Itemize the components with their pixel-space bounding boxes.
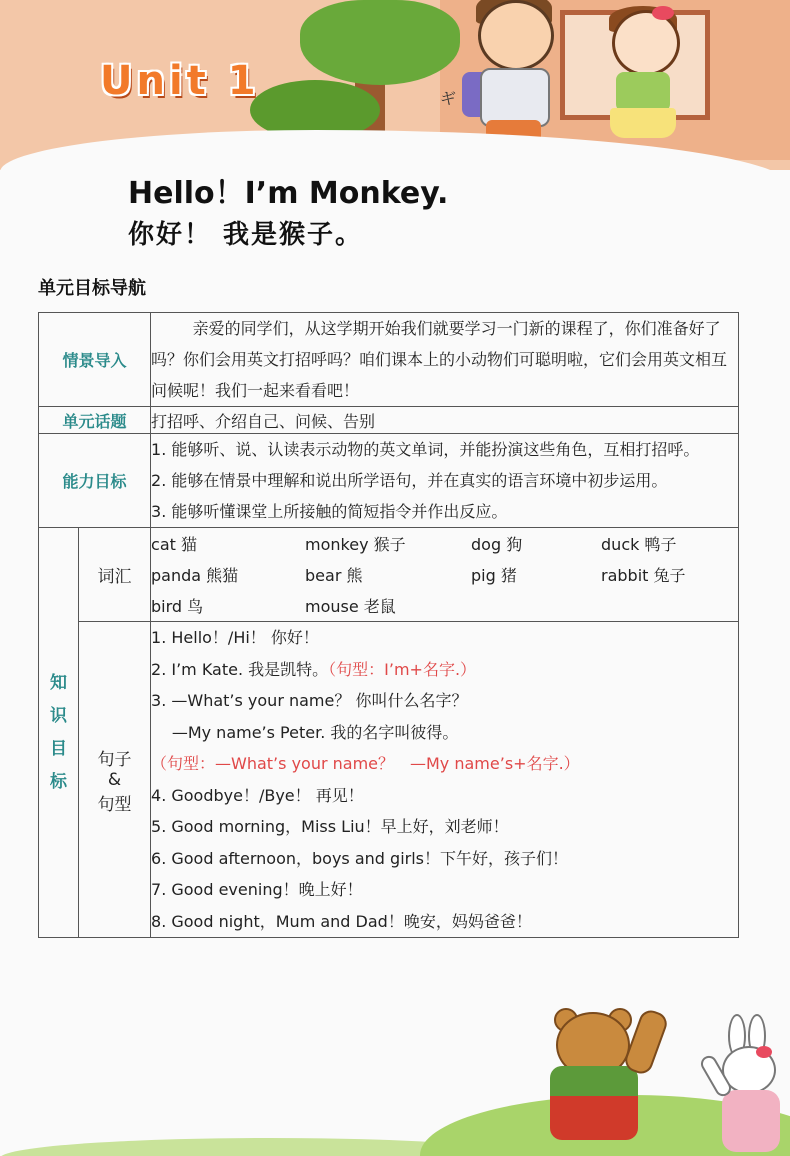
sentences-row [39,622,739,938]
vocab-word: monkey 猴子 [305,535,406,554]
lesson-title-english: Hello！I’m Monkey. [128,176,449,211]
sentence-item: 7. Good evening！晚上好！ [151,880,363,899]
vocab-word: pig 猪 [471,566,517,585]
knowledge-label [39,528,79,938]
footer-illustration [0,1000,790,1156]
unit-title: Unit 1 [100,58,260,104]
sentence-item: 8. Good night，Mum and Dad！晚安，妈妈爸爸！ [151,911,532,931]
ability-list [151,434,739,528]
tree-foliage [300,0,460,85]
rabbit-illustration [708,1014,788,1154]
sentence-pattern-note: （句型：I’m+名字.） [328,659,477,679]
vocab-word: dog 狗 [471,535,523,554]
knowledge-label-char: 目 [50,738,67,759]
sentence-item: 3. —What’s your name？ 你叫什么名字？ [151,691,468,710]
vocab-word: cat 猫 [151,535,197,554]
sentence-item: 6. Good afternoon，boys and girls！下午好，孩子们！ [151,848,569,868]
vocab-label: 词汇 [79,528,151,622]
ability-item: 1. 能够听、说、认读表示动物的英文单词，并能扮演这些角色，互相打招呼。 [151,440,700,459]
vocab-line [151,528,738,559]
intro-label: 情景导入 [39,313,151,407]
ability-row [39,434,739,528]
sign-text: ギ [440,89,457,108]
vocab-word: duck 鸭子 [601,535,677,554]
sentences-label-mid: & [107,769,122,790]
unit-goals-table [38,312,739,938]
ability-item: 3. 能够听懂课堂上所接触的简短指令并作出反应。 [151,502,508,521]
bear-illustration [540,1004,690,1154]
header-illustration [0,0,790,270]
knowledge-label-char: 知 [50,672,67,693]
topic-text: 打招呼、介绍自己、问候、告别 [151,407,739,434]
vocab-line [151,559,738,590]
section-heading: 单元目标导航 [38,278,146,299]
ability-label: 能力目标 [39,434,151,528]
topic-row [39,407,739,434]
sentence-item: 5. Good morning，Miss Liu！早上好，刘老师！ [151,817,509,836]
vocab-word: panda 熊猫 [151,566,239,585]
intro-text: 亲爱的同学们，从这学期开始我们就要学习一门新的课程了，你们准备好了吗？你们会用英文打招呼吗？咱们课本上的小动物们可聪明啦，它们会用英文相互问候呢！我们一起来看看吧！ [151,313,739,407]
vocab-word: bird 鸟 [151,597,204,616]
sentences-label [79,622,151,938]
vocab-grid [151,528,739,622]
vocab-word: rabbit 兔子 [601,566,686,585]
sentences-label-bottom: 句型 [97,794,132,815]
sentence-item: 4. Goodbye！/Bye！ 再见！ [151,785,364,805]
intro-row [39,313,739,407]
vocab-word: mouse 老鼠 [305,597,396,616]
sentence-item: —My name’s Peter. 我的名字叫彼得。 [171,722,459,742]
sentence-pattern-note: （句型：—What’s your name？ —My name’s+名字.） [151,754,580,773]
sentence-text: 2. I’m Kate. 我是凯特。 [151,659,329,679]
sentence-list [151,622,739,938]
sentences-label-top: 句子 [97,749,132,770]
knowledge-label-char: 标 [50,771,67,792]
vocab-line [151,590,738,621]
vocab-word: bear 熊 [305,566,363,585]
ability-item: 2. 能够在情景中理解和说出所学语句，并在真实的语言环境中初步运用。 [151,471,668,490]
vocab-row [39,528,739,622]
knowledge-label-char: 识 [50,705,67,726]
sentence-item: 1. Hello！/Hi！ 你好！ [151,628,319,647]
sentence-item [151,654,738,686]
topic-label: 单元话题 [39,407,151,434]
lesson-title-chinese: 你好！ 我是猴子。 [128,220,364,250]
